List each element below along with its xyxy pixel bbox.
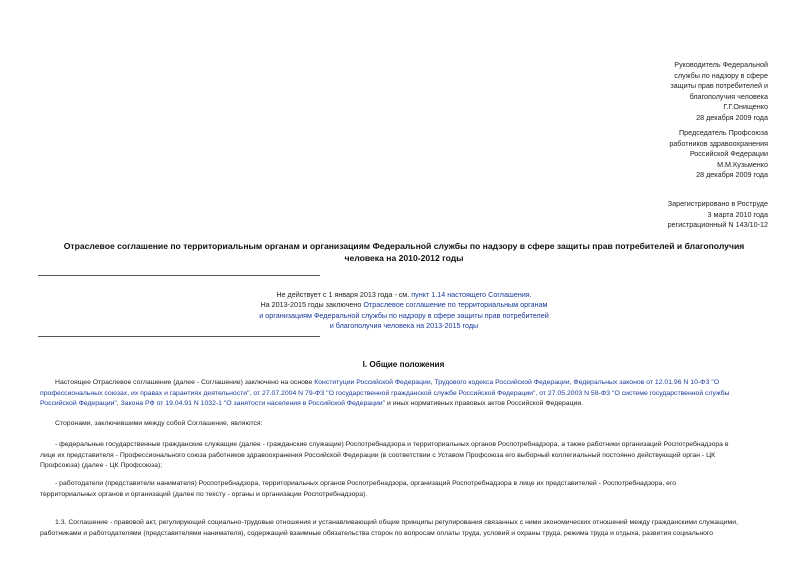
paragraph-party-employees (40, 440, 768, 472)
agreement-2013-2015-link[interactable]: и организациям Федеральной службы по надзору в сфере защиты прав потребителей (259, 310, 549, 320)
approval-block-rospotrebnadzor (608, 60, 768, 124)
approval-line: благополучия человека (689, 91, 768, 101)
document-title (40, 240, 768, 264)
paragraph-1-3 (40, 518, 768, 539)
paragraph-text: территориальных органов и организаций (далее по тексту - органы и организации Роспотребнадзора). (40, 490, 368, 498)
paragraph-text: лице их представителя - Профессионального союза работников здравоохранения Российской Федерации (в соответствии с Уставом Профсоюза его выборный коллегиальный постоянно действующий орган - ЦК (40, 451, 716, 459)
paragraph-text: Профсоюза) (далее - ЦК Профсоюза); (40, 462, 163, 469)
approval-line: работников здравоохранения (669, 138, 768, 148)
approval-line: 28 декабря 2009 года (696, 112, 768, 122)
labour-code-link[interactable]: Трудового кодекса Российской Федерации (434, 379, 570, 386)
registration-block (608, 199, 768, 231)
approval-line: Председатель Профсоюза (679, 128, 768, 137)
document-title-line: человека на 2010-2012 годы (344, 253, 464, 263)
federal-law-58-fz-link[interactable]: , от 27.05.2003 N 58-ФЗ "О системе государственной службы (535, 389, 730, 397)
agreement-2013-2015-link[interactable]: и благополучия человека на 2013-2015 годы (329, 320, 479, 330)
section-heading: I. Общие положения (362, 360, 445, 369)
paragraph-text: , (116, 400, 121, 407)
federal-law-10-fz-link[interactable]: , Федеральных законов от 12.01.96 N 10-ФЗ "О (569, 379, 720, 386)
federal-law-79-fz-link[interactable]: , от 27.07.2004 N 79-ФЗ "О государственной гражданской службе Российской Федерации" (249, 389, 536, 397)
document-title-line: Отраслевое соглашение по территориальным органам и организациям Федеральной службы по надзору в сфере защиты прав потребителей и благополучия (63, 241, 745, 251)
paragraph-text: , (430, 379, 435, 386)
paragraph-text: 1.3. Соглашение - правовой акт, регулирующий социально-трудовые отношения и устанавливающий общие принципы регулирования связанных с ними экономических отношений между гражданскими служащими, (55, 519, 738, 526)
approval-line: М.М.Кузьменко (717, 159, 768, 169)
registration-line: Зарегистрировано в Роструде (667, 199, 768, 208)
approval-line: Руководитель Федеральной (674, 60, 768, 69)
constitution-link[interactable]: Конституции Российской Федерации (314, 379, 431, 386)
status-note-text: . (529, 290, 532, 299)
status-note-text: Не действует с 1 января 2013 года - см. (276, 290, 412, 299)
approval-block-trade-union (608, 128, 768, 181)
paragraph-text: - федеральные государственные гражданские служащие (далее - гражданские служащие) Роспотребнадзора и территориальных органов Роспотребнадзора, а также работники организаций Роспотребнадзора в (55, 441, 729, 448)
paragraph-text: - работодатели (представители нанимателя) Роспотребнадзора, территориальных органов Роспотребнадзора, организаций Роспотребнадзора в лице их представителей - Роспотребнадзора, его (55, 480, 677, 487)
divider (38, 336, 320, 337)
paragraph-text: работниками и работодателями (представителями нанимателя), содержащий взаимные обязательства сторон по вопросам оплаты труда, условий и охраны труда, режима труда и отдыха, развития социального (40, 529, 714, 537)
paragraph-parties-intro (40, 419, 768, 430)
agreement-2013-2015-link[interactable]: Отраслевое соглашение по территориальным органам (363, 300, 548, 310)
federal-law-10-fz-link[interactable]: профессиональных союзах, их правах и гарантиях деятельности" (40, 389, 250, 397)
clause-1-14-link[interactable]: пункт 1.14 настоящего Соглашения (411, 290, 530, 299)
approval-line: Г.Г.Онищенко (723, 102, 768, 112)
paragraph-basis (40, 378, 768, 410)
paragraph-text: Настоящее Отраслевое соглашение (далее - Соглашение) заключено на основе (55, 379, 315, 386)
employment-law-link[interactable]: Закона РФ от 19.04.91 N 1032-1 "О занятости населения в Российской Федерации" (120, 400, 386, 407)
divider (38, 275, 320, 276)
federal-law-58-fz-link[interactable]: Российской Федерации" (40, 400, 117, 407)
paragraph-text: и иных нормативных правовых актов Российской Федерации. (385, 400, 584, 407)
approval-line: службы по надзору в сфере (674, 70, 768, 80)
paragraph-text: Сторонами, заключившими между собой Соглашение, являются: (55, 420, 263, 427)
approval-line: 28 декабря 2009 года (696, 170, 768, 180)
status-note-text: На 2013-2015 годы заключено (260, 300, 364, 310)
paragraph-party-employers (40, 479, 768, 500)
status-note (210, 290, 598, 331)
approval-line: Российской Федерации (689, 149, 768, 159)
approval-line: защиты прав потребителей и (670, 81, 768, 91)
registration-line: регистрационный N 143/10-12 (667, 220, 768, 230)
registration-line: 3 марта 2010 года (707, 209, 768, 219)
